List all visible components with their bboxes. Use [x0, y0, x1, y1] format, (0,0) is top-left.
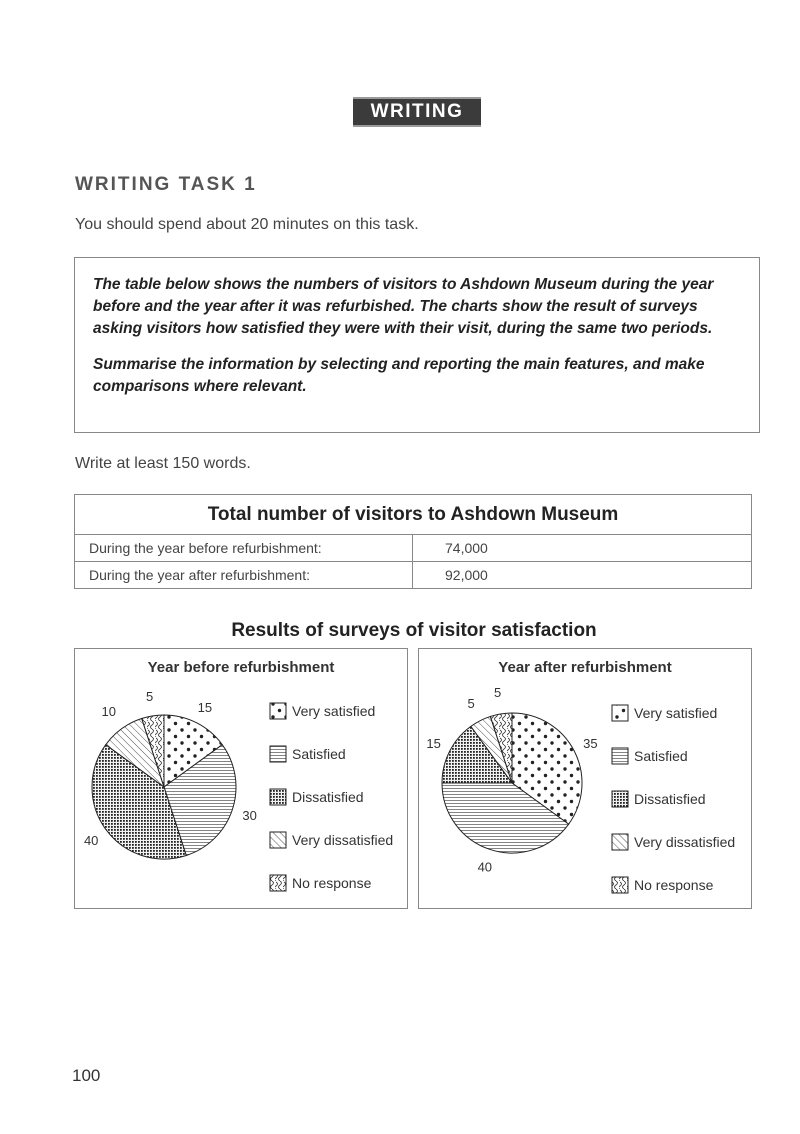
section-badge — [353, 97, 481, 127]
pie-value-label: 30 — [242, 807, 257, 823]
legend-label: No response — [634, 877, 714, 893]
legend-swatch — [612, 705, 628, 721]
pie-value-label: 15 — [426, 736, 441, 752]
pie-value-label: 5 — [493, 685, 502, 701]
table-row — [75, 535, 752, 562]
table-cell-value: 74,000 — [413, 535, 752, 562]
pie-value-label: 15 — [197, 699, 213, 715]
legend-swatch — [270, 746, 286, 762]
legend-label: Very dissatisfied — [292, 832, 394, 848]
legend-label: Dissatisfied — [634, 791, 706, 807]
page-number: 100 — [72, 1066, 101, 1085]
task-instruction: You should spend about 20 minutes on this task. — [75, 216, 419, 233]
legend-label: Satisfied — [292, 746, 346, 762]
task-prompt-instruction: Summarise the information by selecting and reporting the main features, and make comparisons where relevant. — [93, 356, 705, 395]
charts-title: Results of surveys of visitor satisfaction — [231, 620, 597, 641]
legend-swatch — [270, 789, 286, 805]
table-cell-label: During the year before refurbishment: — [75, 535, 413, 562]
pie-value-label: 40 — [477, 859, 493, 875]
pie-value-label: 5 — [467, 695, 475, 711]
legend-item-diagonal — [612, 834, 735, 850]
visitors-table-title: Total number of visitors to Ashdown Museum — [75, 495, 752, 535]
legend-item-squiggle — [612, 877, 714, 893]
pie-value-label: 5 — [145, 689, 154, 705]
legend-label: Very satisfied — [634, 705, 718, 721]
chart-title: Year before refurbishment — [147, 659, 335, 676]
legend-label: Dissatisfied — [292, 789, 364, 805]
pie-value-label: 10 — [101, 703, 116, 719]
pie-value-label: 40 — [83, 832, 99, 848]
task-title: WRITING TASK 1 — [75, 174, 257, 195]
word-count-note: Write at least 150 words. — [75, 455, 251, 472]
legend-item-squiggle — [270, 875, 372, 891]
legend-swatch — [612, 791, 628, 807]
legend-item-dots — [270, 703, 375, 719]
pie-chart-after — [419, 649, 753, 910]
legend-label: Very satisfied — [292, 703, 376, 719]
task-prompt-description: The table below shows the numbers of visitors to Ashdown Museum during the year before and the year after it was refurbished. The charts show the result of surveys asking visitors how satisfied they were with their visit, during the same two periods. — [93, 276, 714, 337]
visitors-table — [74, 494, 752, 589]
legend-swatch — [270, 875, 286, 891]
legend-item-grid — [612, 791, 706, 807]
pie-chart-before — [75, 649, 409, 910]
pie-value-label: 35 — [583, 736, 598, 752]
legend-swatch — [270, 703, 286, 719]
legend-item-grid — [270, 789, 364, 805]
legend-swatch — [270, 832, 286, 848]
table-cell-value: 92,000 — [413, 562, 752, 589]
section-badge-label: WRITING — [370, 101, 464, 122]
legend-item-diagonal — [270, 832, 393, 848]
legend-item-lines — [612, 748, 688, 764]
legend-swatch — [612, 877, 628, 893]
legend-label: Very dissatisfied — [634, 834, 736, 850]
table-row — [75, 562, 752, 589]
task-prompt-box — [74, 257, 760, 433]
chart-panel-after — [418, 648, 752, 909]
legend-label: Satisfied — [634, 748, 688, 764]
chart-title: Year after refurbishment — [498, 659, 672, 676]
legend-item-dots — [612, 705, 717, 721]
table-cell-label: During the year after refurbishment: — [75, 562, 413, 589]
legend-swatch — [612, 834, 628, 850]
legend-item-lines — [270, 746, 346, 762]
legend-label: No response — [292, 875, 372, 891]
chart-panel-before — [74, 648, 408, 909]
legend-swatch — [612, 748, 628, 764]
